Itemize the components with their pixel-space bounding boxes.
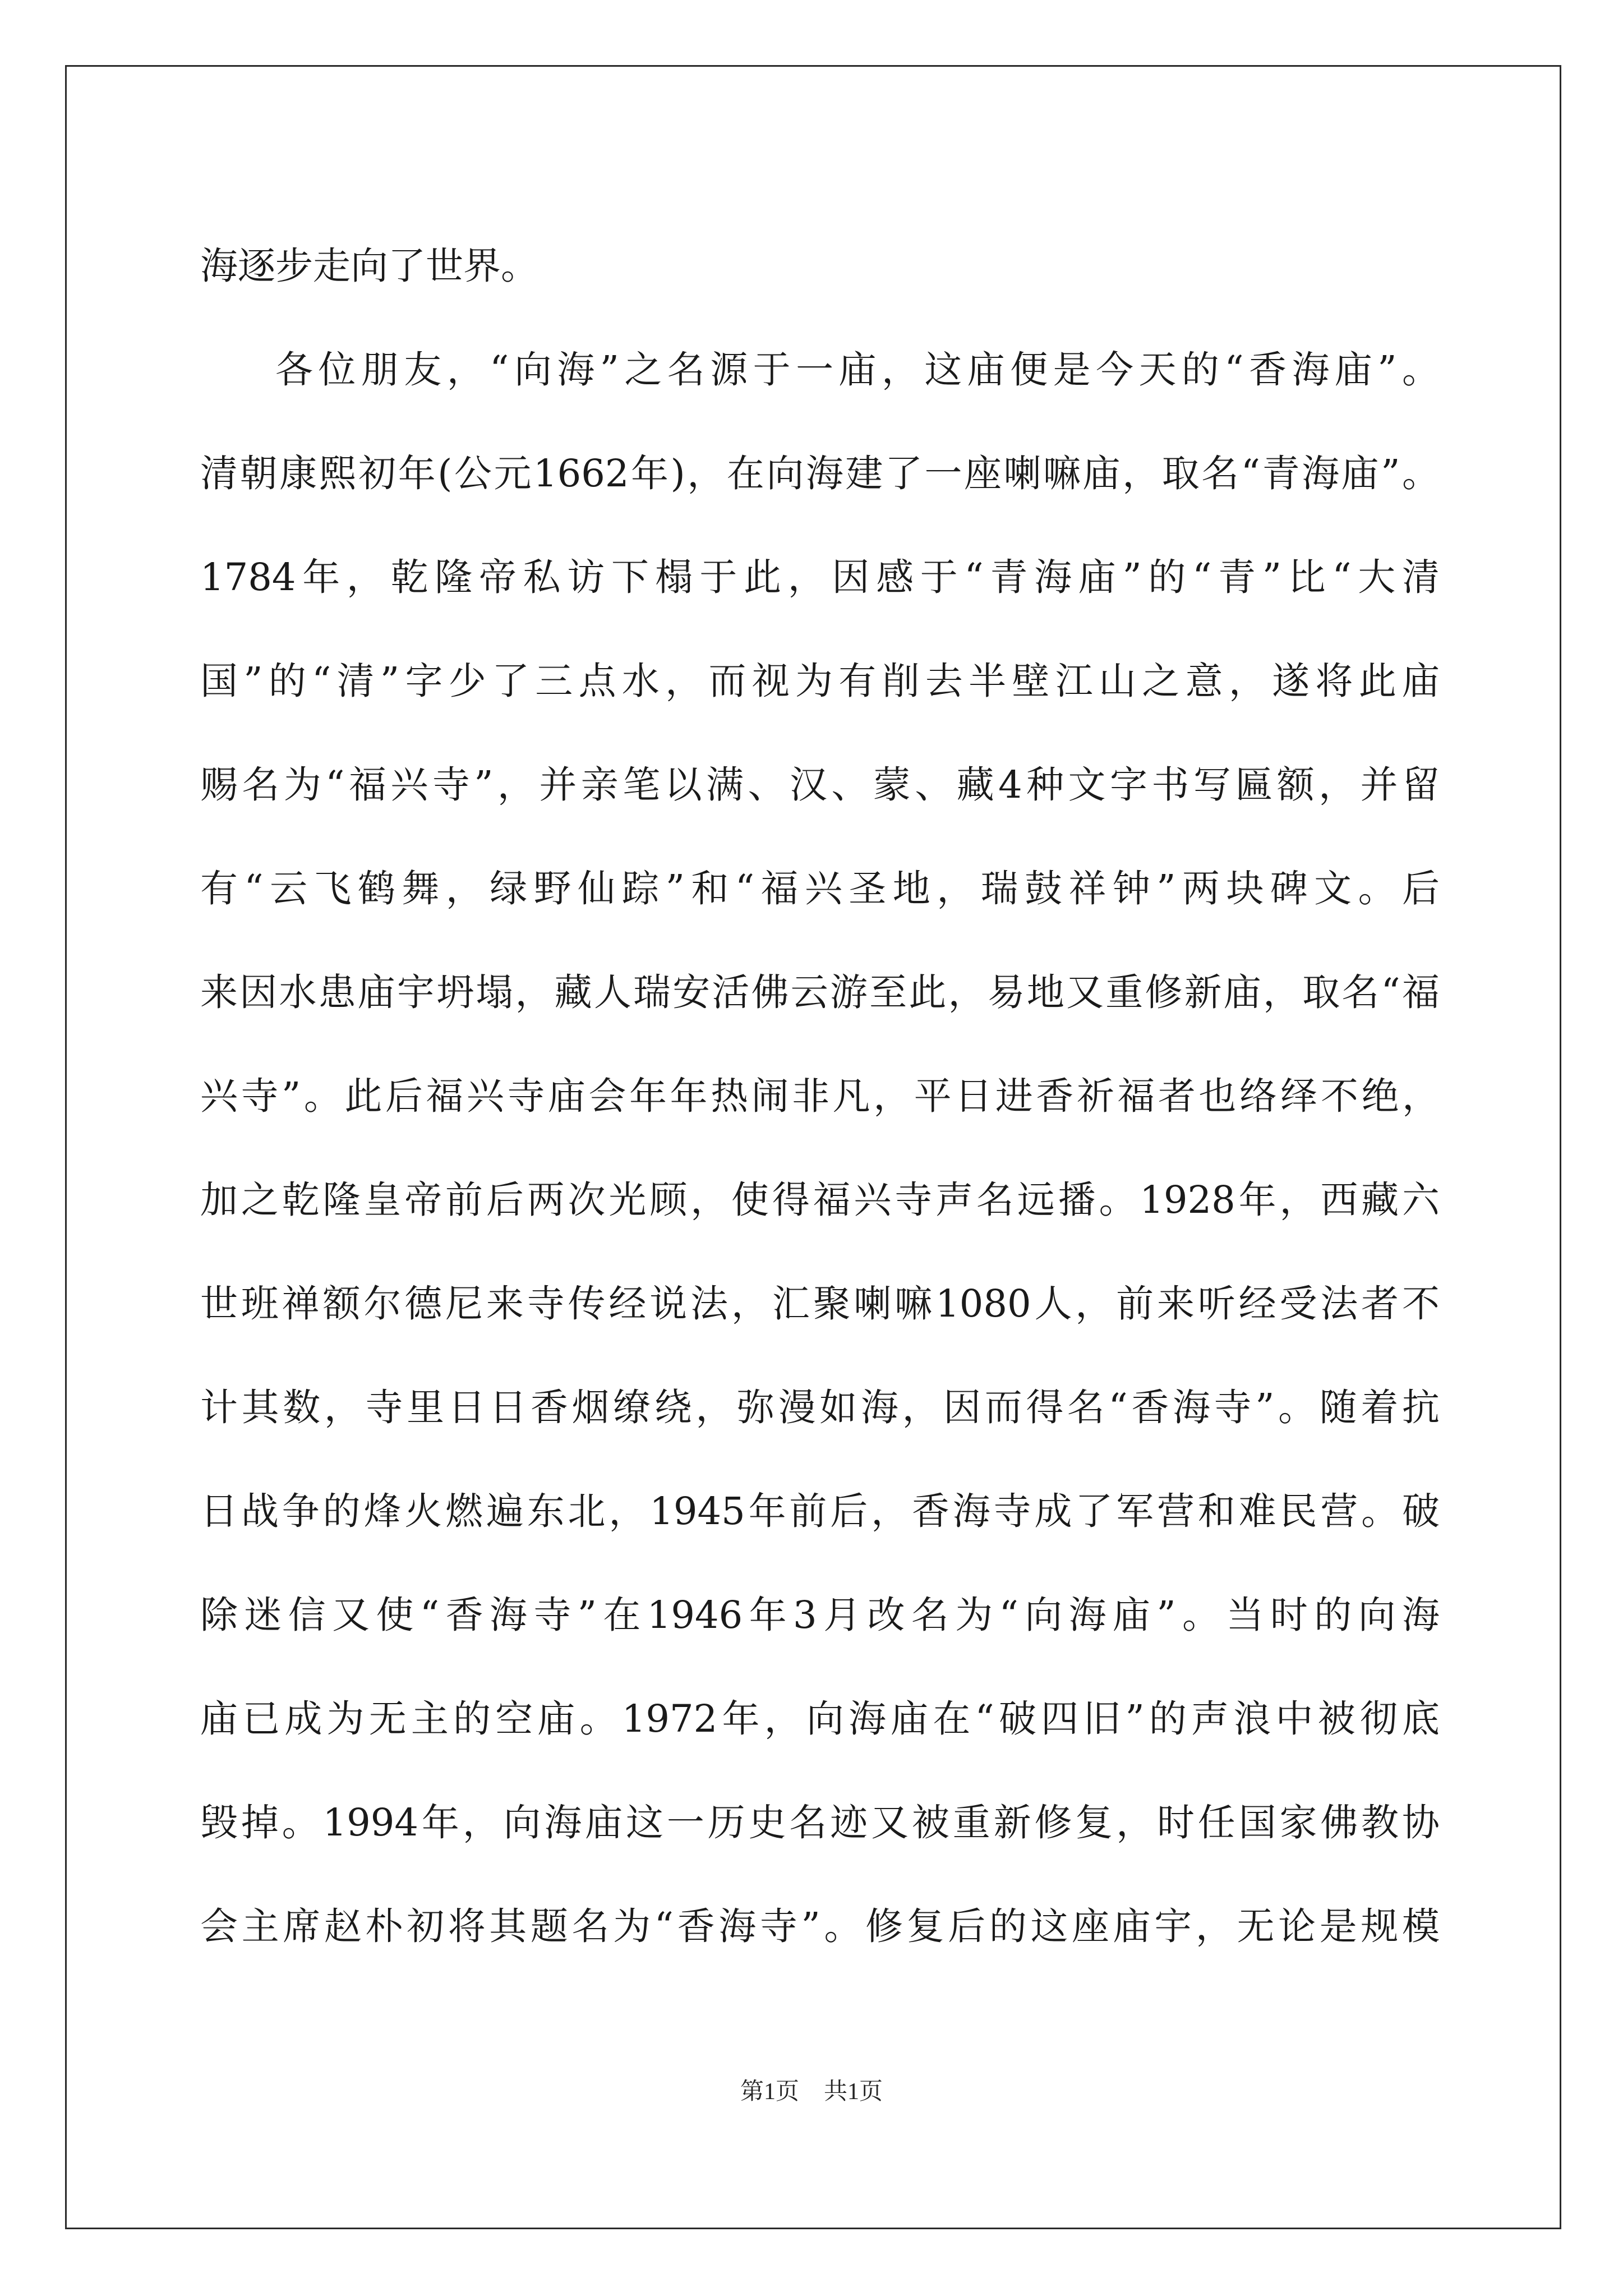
- text-line-7: 有“云飞鹤舞，绿野仙踪”和“福兴圣地，瑞鼓祥钟”两块碑文。后: [200, 867, 1440, 910]
- text-line-15: 庙已成为无主的空庙。1972年，向海庙在“破四旧”的声浪中被彻底: [200, 1697, 1440, 1741]
- text-line-5: 国”的“清”字少了三点水，而视为有削去半壁江山之意，遂将此庙: [200, 659, 1440, 703]
- text-line-11: 世班禅额尔德尼来寺传经说法，汇聚喇嘛1080人，前来听经受法者不: [200, 1282, 1440, 1326]
- text-line-12: 计其数，寺里日日香烟缭绕，弥漫如海，因而得名“香海寺”。随着抗: [200, 1386, 1440, 1429]
- text-line-14: 除迷信又使“香海寺”在1946年3月改名为“向海庙”。当时的向海: [200, 1593, 1440, 1637]
- text-line-17: 会主席赵朴初将其题名为“香海寺”。修复后的这座庙宇，无论是规模: [200, 1904, 1440, 1948]
- text-line-4: 1784年，乾隆帝私访下榻于此，因感于“青海庙”的“青”比“大清: [200, 555, 1440, 599]
- total-pages: 共1页: [824, 2079, 883, 2105]
- text-line-13: 日战争的烽火燃遍东北，1945年前后，香海寺成了军营和难民营。破: [200, 1489, 1440, 1533]
- text-line-2: 各位朋友，“向海”之名源于一庙，这庙便是今天的“香海庙”。: [275, 348, 1440, 392]
- text-line-9: 兴寺”。此后福兴寺庙会年年热闹非凡，平日进香祈福者也络绎不绝，: [200, 1074, 1440, 1118]
- text-line-10: 加之乾隆皇帝前后两次光顾，使得福兴寺声名远播。1928年，西藏六: [200, 1178, 1440, 1222]
- text-line-8: 来因水患庙宇坍塌，藏人瑞安活佛云游至此，易地又重修新庙，取名“福: [200, 970, 1440, 1014]
- text-line-16: 毁掉。1994年，向海庙这一历史名迹又被重新修复，时任国家佛教协: [200, 1801, 1440, 1844]
- page-footer: [0, 2073, 1623, 2106]
- text-line-1: 海逐步走向了世界。: [200, 244, 538, 288]
- page-number: 第1页: [740, 2079, 799, 2105]
- document-body: [200, 214, 1440, 1978]
- text-line-6: 赐名为“福兴寺”，并亲笔以满、汉、蒙、藏4种文字书写匾额，并留: [200, 763, 1440, 807]
- text-line-3: 清朝康熙初年(公元1662年)，在向海建了一座喇嘛庙，取名“青海庙”。: [200, 452, 1440, 495]
